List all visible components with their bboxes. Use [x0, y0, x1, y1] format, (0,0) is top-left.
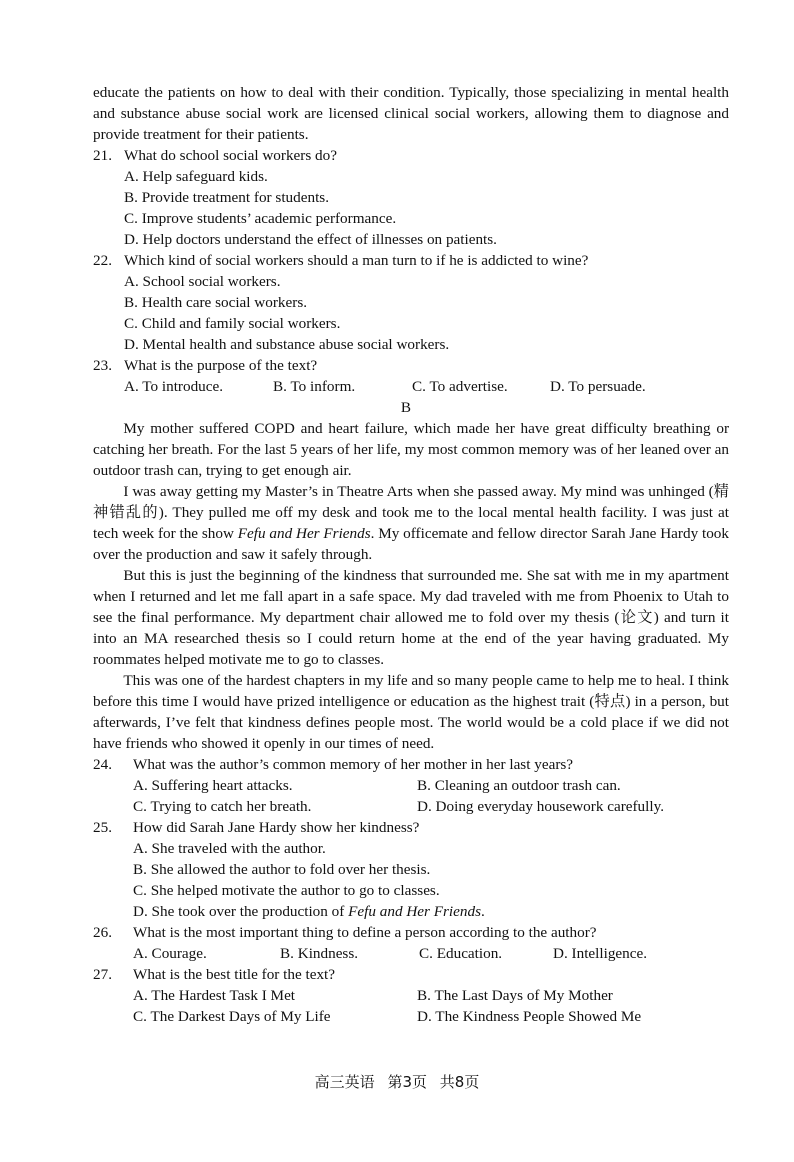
question-26: [93, 922, 729, 964]
question-stem: What is the best title for the text?: [133, 966, 336, 983]
option-a: A. The Hardest Task I Met: [133, 987, 296, 1004]
option-c: C. Education.: [419, 945, 503, 962]
question-stem: What was the author’s common memory of her mother in her last years?: [133, 756, 574, 773]
question-number: 24.: [93, 756, 112, 773]
option-d: D. The Kindness People Showed Me: [417, 1008, 642, 1025]
footer-page-number: 第3页: [387, 1073, 427, 1091]
paragraph-text: . My officemate and fellow director Sarah Jane Hardy took over the production and saw it safely through.: [93, 525, 729, 563]
passage-b-paragraph-3: But this is just the beginning of the kindness that surrounded me. She sat with me in my apartment when I returned and let me fall apart in a safe space. My dad traveled with me from Phoenix to Utah to see the final performance. My department chair allowed me to fold over my thesis (论文) and turn it into an MA researched thesis so I could return home at the end of the year having graduated. My roommates helped motivate me to go to classes.: [93, 567, 729, 668]
footer-subject: 高三英语: [314, 1073, 375, 1091]
option-d: [93, 901, 729, 922]
passage-a-tail: educate the patients on how to deal with their condition. Typically, those specializing in mental health and substance abuse social work are licensed clinical social workers, allowing them to diagnose and provide treatment for their patients.: [93, 84, 729, 143]
option-a: A. Help safeguard kids.: [124, 168, 268, 185]
option-a: A. To introduce.: [124, 378, 224, 395]
passage-b-paragraph-2: [93, 481, 729, 565]
passage-b-paragraph-4: This was one of the hardest chapters in my life and so many people came to help me to heal. I think before this time I would have prized intelligence or education as the highest trait (特点) in a person, but afterwards, I’ve felt that kindness defines people most. The world would be a cold place if we did not have friends who showed it openly in our times of need.: [93, 672, 729, 752]
question-stem: What do school social workers do?: [124, 147, 337, 164]
option-d: D. Doing everyday housework carefully.: [417, 798, 664, 815]
footer-total-pages: 共8页: [439, 1073, 480, 1091]
option-c: C. She helped motivate the author to go to classes.: [133, 882, 440, 899]
option-a: A. She traveled with the author.: [133, 840, 326, 857]
question-number: 25.: [93, 819, 112, 836]
option-a: A. Suffering heart attacks.: [133, 777, 293, 794]
question-number: 23.: [93, 357, 112, 374]
question-25: [93, 817, 729, 922]
option-b: B. She allowed the author to fold over her thesis.: [133, 861, 431, 878]
option-a: A. School social workers.: [124, 273, 281, 290]
option-b: B. To inform.: [273, 378, 356, 395]
option-d: D. Mental health and substance abuse social workers.: [124, 336, 450, 353]
question-stem: What is the most important thing to define a person according to the author?: [133, 924, 597, 941]
option-text: D. She took over the production of: [133, 903, 349, 920]
option-b: B. Cleaning an outdoor trash can.: [417, 777, 621, 794]
paragraph-text: I was away getting my Master’s in Theatre Arts when she passed away. My mind was unhinged (精神错乱的). They pulled me off my desk and took me to the local mental health facility. I was just at tech week for the show: [93, 483, 729, 542]
option-b: B. The Last Days of My Mother: [417, 987, 613, 1004]
question-number: 22.: [93, 252, 112, 269]
option-b: B. Provide treatment for students.: [124, 189, 329, 206]
show-title: Fefu and Her Friends: [237, 525, 371, 542]
question-23: [93, 355, 729, 397]
option-b: B. Kindness.: [280, 945, 359, 962]
question-number: 27.: [93, 966, 112, 983]
option-c: C. Trying to catch her breath.: [133, 798, 312, 815]
question-27: [93, 964, 729, 1027]
option-c: C. To advertise.: [412, 378, 508, 395]
question-24: [93, 754, 729, 817]
option-c: C. The Darkest Days of My Life: [133, 1008, 331, 1025]
option-a: A. Courage.: [133, 945, 207, 962]
question-stem: How did Sarah Jane Hardy show her kindness?: [133, 819, 420, 836]
question-21: [93, 145, 729, 250]
section-b-label: B: [400, 399, 412, 416]
question-stem: What is the purpose of the text?: [124, 357, 318, 374]
question-stem: Which kind of social workers should a man turn to if he is addicted to wine?: [124, 252, 589, 269]
question-22: [93, 250, 729, 355]
show-title: Fefu and Her Friends: [348, 903, 481, 920]
option-d: D. Help doctors understand the effect of illnesses on patients.: [124, 231, 497, 248]
page-footer: [0, 1071, 794, 1092]
option-text: .: [481, 903, 485, 920]
question-number: 26.: [93, 924, 112, 941]
option-c: C. Improve students’ academic performance.: [124, 210, 397, 227]
option-d: D. Intelligence.: [553, 945, 648, 962]
question-number: 21.: [93, 147, 112, 164]
option-d: D. To persuade.: [550, 378, 646, 395]
option-c: C. Child and family social workers.: [124, 315, 341, 332]
exam-page: [93, 82, 729, 1027]
option-b: B. Health care social workers.: [124, 294, 308, 311]
passage-b-paragraph-1: My mother suffered COPD and heart failure, which made her have great difficulty breathing or catching her breath. For the last 5 years of her life, my most common memory was of her leaned over an outdoor trash can, trying to get enough air.: [93, 420, 729, 479]
